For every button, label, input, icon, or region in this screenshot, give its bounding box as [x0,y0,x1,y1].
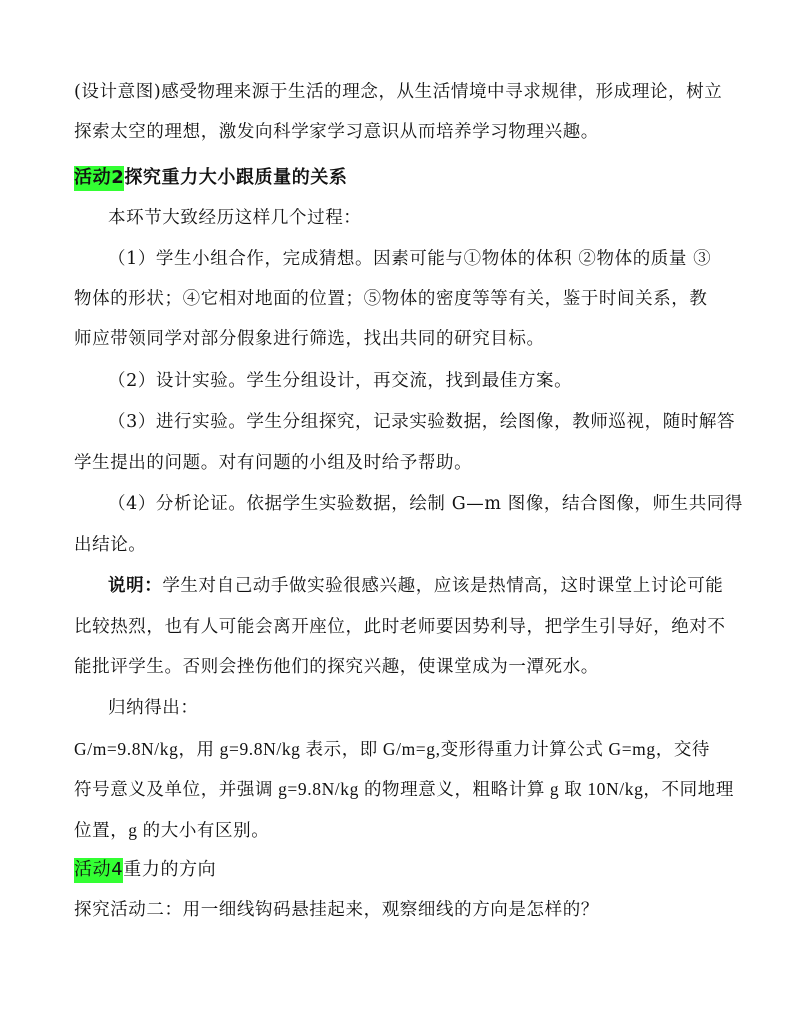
activity-4-tag: 活动4 [74,858,123,883]
activity-2-title: 探究重力大小跟质量的关系 [124,167,348,188]
intro-text: 本环节大致经历这样几个过程： [108,208,362,228]
step-4-line-1: （4）分析论证。依据学生实验数据，绘制 G—m 图像，结合图像，师生共同得 [108,494,744,514]
step-2-line-1: （2）设计实验。学生分组设计，再交流，找到最佳方案。 [108,371,573,391]
note-line-3: 能批评学生。否则会挫伤他们的探究兴趣，使课堂成为一潭死水。 [74,657,599,677]
conclusion-line-3: 位置，g 的大小有区别。 [74,820,270,840]
conclusion-heading: 归纳得出： [108,698,199,718]
activity-2-heading [74,166,348,190]
step-3-line-2: 学生提出的问题。对有问题的小组及时给予帮助。 [74,453,473,473]
conclusion-line-1: G/m=9.8N/kg，用 g=9.8N/kg 表示，即 G/m=g,变形得重力计算公式 G=mg，交待 [74,739,711,759]
note-line-1 [108,574,723,598]
design-intent-line-1: (设计意图)感受物理来源于生活的理念，从生活情境中寻求规律，形成理论，树立 [74,82,723,102]
step-3-line-1: （3）进行实验。学生分组探究，记录实验数据，绘图像，教师巡视，随时解答 [108,412,736,432]
step-1-line-2: 物体的形状；④它相对地面的位置；⑤物体的密度等等有关，鉴于时间关系，教 [74,289,708,309]
step-4-line-2: 出结论。 [74,535,147,555]
step-1-line-1: （1）学生小组合作，完成猜想。因素可能与①物体的体积 ②物体的质量 ③ [108,249,712,269]
note-text: 学生对自己动手做实验很感兴趣，应该是热情高，这时课堂上讨论可能 [162,576,724,596]
activity-2-number: 2 [111,167,125,188]
activity-4-number: 4 [111,859,124,880]
note-line-2: 比较热烈，也有人可能会离开座位，此时老师要因势利导，把学生引导好，绝对不 [74,617,726,637]
activity-4-title: 重力的方向 [123,859,217,880]
design-intent-line-2: 探索太空的理想，激发向科学家学习意识从而培养学习物理兴趣。 [74,122,599,142]
activity-2-tag: 活动2 [74,166,124,191]
activity-4-heading [74,858,216,882]
conclusion-line-2: 符号意义及单位，并强调 g=9.8N/kg 的物理意义，粗略计算 g 取 10N/kg，不同地理 [74,779,734,799]
step-1-line-3: 师应带领同学对部分假象进行筛选，找出共同的研究目标。 [74,329,545,349]
explore-activity-2: 探究活动二：用一细线钩码悬挂起来，观察细线的方向是怎样的？ [74,900,599,920]
note-label: 说明： [108,576,163,596]
